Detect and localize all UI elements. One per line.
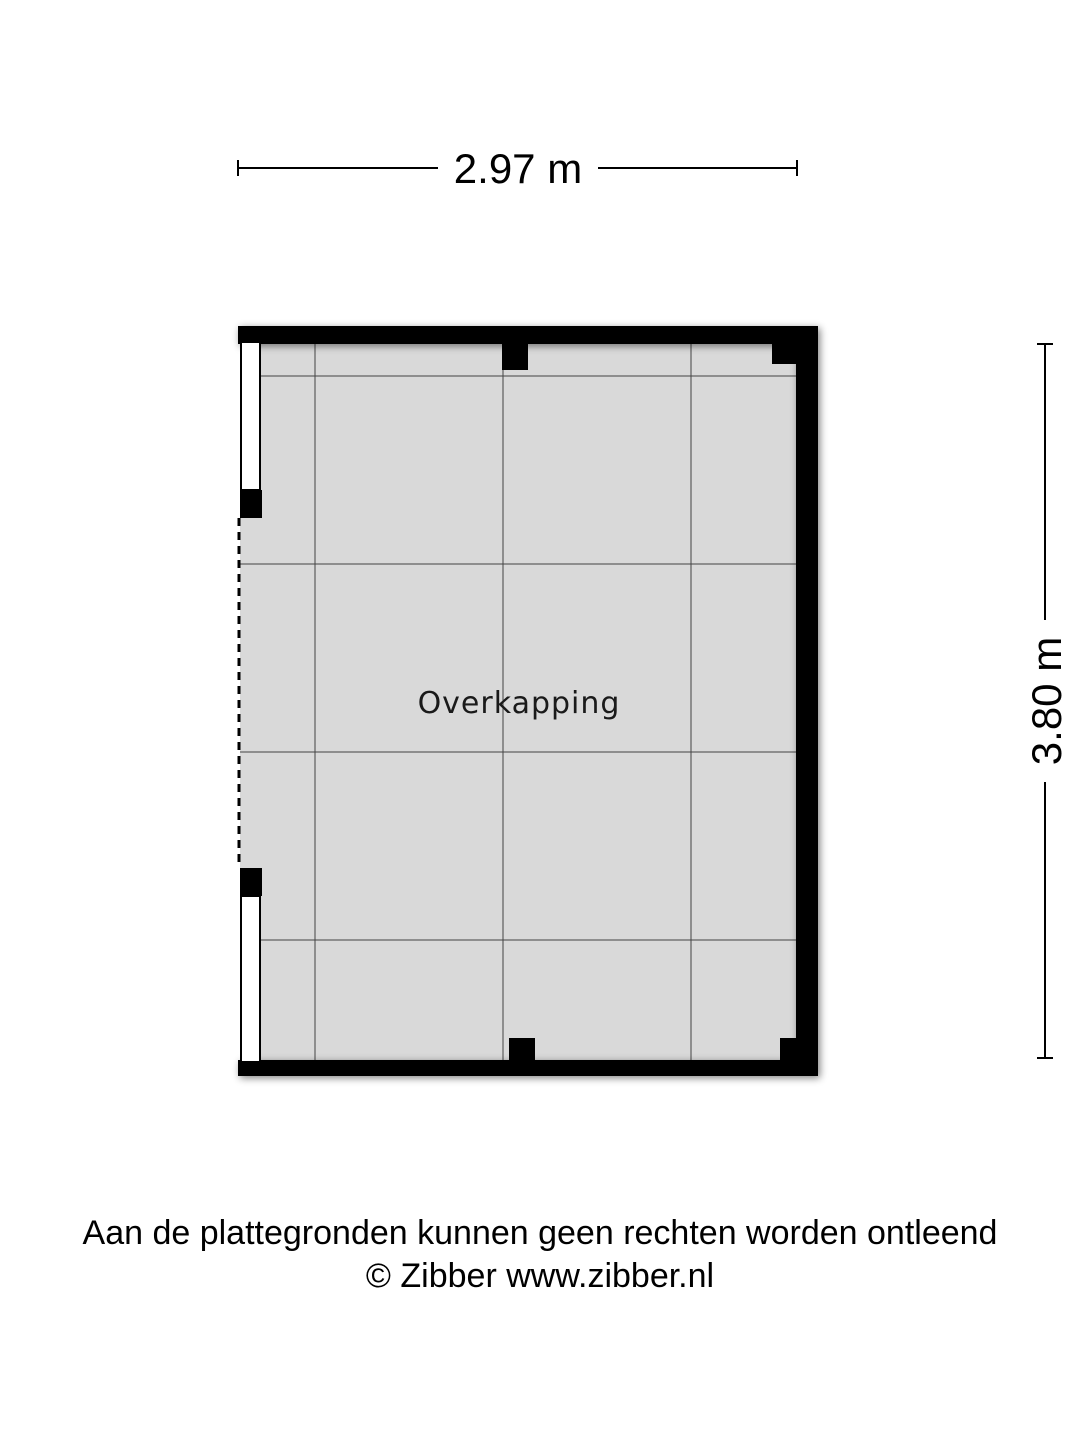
height-label: 3.80 m (1023, 636, 1070, 766)
height-dimension (1023, 344, 1070, 1058)
left-wall-upper (241, 342, 260, 490)
column-bottom-middle (509, 1038, 535, 1062)
bottom-wall (238, 1060, 818, 1076)
right-wall (796, 326, 818, 1076)
column-top-right (772, 344, 798, 364)
column-top-middle (502, 344, 528, 370)
top-wall (238, 326, 818, 344)
room-label: Overkapping (417, 686, 621, 721)
copyright-text: © Zibber www.zibber.nl (365, 1257, 715, 1295)
column-left-upper (240, 490, 262, 518)
left-wall-lower (241, 896, 260, 1062)
column-left-lower (240, 868, 262, 896)
width-label: 2.97 m (453, 145, 583, 192)
width-dimension (238, 145, 797, 192)
column-bottom-right (780, 1038, 798, 1062)
disclaimer-text: Aan de plattegronden kunnen geen rechten worden ontleend (82, 1214, 998, 1252)
